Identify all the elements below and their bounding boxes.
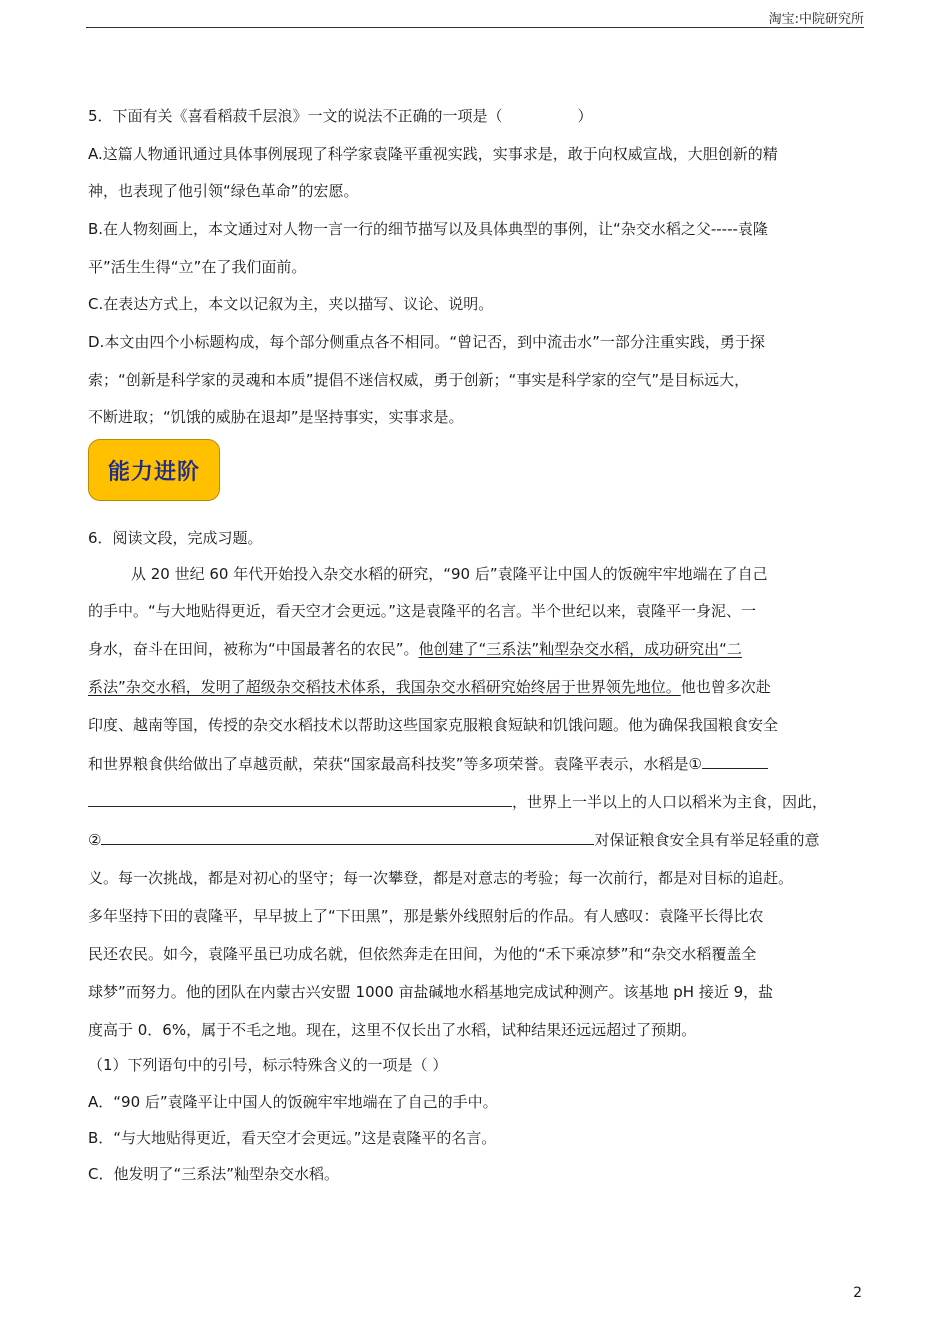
header-rule — [86, 27, 864, 28]
header-source: 淘宝:中院研究所 — [768, 12, 864, 27]
q6-passage-line: 印度、越南等国，传授的杂交水稻技术以帮助这些国家克服粮食短缺和饥饿问题。他为确保我国粮食安全 — [88, 716, 779, 734]
q5-option-d-line2: 索；“创新是科学家的灵魂和本质”提倡不迷信权威，勇于创新；“事实是科学家的空气”是目标远大， — [88, 371, 750, 389]
passage-text: 对保证粮食安全具有举足轻重的意 — [594, 831, 820, 849]
q6-passage-line: 的手中。“与大地贴得更近，看天空才会更远。”这是袁隆平的名言。半个世纪以来，袁隆平一身泥、一 — [88, 602, 757, 620]
q5-option-d-line1: D.本文由四个小标题构成，每个部分侧重点各不相同。“曾记否，到中流击水”一部分注重实践，勇于探 — [88, 333, 765, 351]
q5-option-c: C.在表达方式上，本文以记叙为主，夹以描写、议论、说明。 — [88, 295, 494, 313]
q6-passage-line — [88, 753, 878, 774]
passage-text: ，世界上一半以上的人口以稻米为主食，因此， — [512, 793, 828, 811]
passage-text: 和世界粮食供给做出了卓越贡献，荣获“国家最高科技奖”等多项荣誉。袁隆平表示，水稻是① — [88, 755, 702, 773]
answer-blank-1-continued[interactable] — [88, 791, 512, 807]
q6-passage-line: 民还农民。如今，袁隆平虽已功成名就，但依然奔走在田间，为他的“禾下乘凉梦”和“杂交水稻覆盖全 — [88, 945, 757, 963]
q5-option-b-line1: B.在人物刻画上，本文通过对人物一言一行的细节描写以及具体典型的事例，让“杂交水稻之父-----袁隆 — [88, 220, 768, 238]
passage-text: 他也曾多次赴 — [680, 678, 771, 696]
blank-marker: ② — [88, 831, 102, 849]
q6-passage-line: 球梦”而努力。他的团队在内蒙古兴安盟 1000 亩盐碱地水稻基地完成试种测产。该基地 pH 接近 9，盐 — [88, 983, 774, 1001]
q6-sub-question-1: （1）下列语句中的引号，标示特殊含义的一项是（ ） — [88, 1056, 448, 1074]
q6-passage-line: 多年坚持下田的袁隆平，早早披上了“下田黑”，那是紫外线照射后的作品。有人感叹：袁隆平长得比农 — [88, 907, 764, 925]
q6-passage-line: 义。每一次挑战，都是对初心的坚守；每一次攀登，都是对意志的考验；每一次前行，都是对目标的追赶。 — [88, 869, 794, 887]
passage-text: 身水，奋斗在田间，被称为“中国最著名的农民”。 — [88, 640, 419, 658]
q6-option-b: B．“与大地贴得更近，看天空才会更远。”这是袁隆平的名言。 — [88, 1129, 497, 1147]
q5-option-a-line1: A.这篇人物通讯通过具体事例展现了科学家袁隆平重视实践，实事求是，敢于向权威宣战，大胆创新的精 — [88, 145, 778, 163]
page-number: 2 — [853, 1285, 862, 1301]
underlined-sentence: 系法”杂交水稻，发明了超级杂交稻技术体系，我国杂交水稻研究始终居于世界领先地位。 — [88, 678, 681, 696]
q6-option-a: A．“90 后”袁隆平让中国人的饭碗牢牢地端在了自己的手中。 — [88, 1093, 498, 1111]
q5-option-a-line2: 神，也表现了他引领“绿色革命”的宏愿。 — [88, 182, 359, 200]
answer-blank-2[interactable] — [101, 829, 594, 845]
q6-passage-line — [88, 791, 878, 812]
answer-blank-1[interactable] — [702, 753, 768, 769]
q6-stem: 6．阅读文段，完成习题。 — [88, 529, 263, 547]
q5-option-d-line3: 不断进取；“饥饿的威胁在退却”是坚持事实，实事求是。 — [88, 408, 464, 426]
section-badge: 能力进阶 — [88, 439, 220, 501]
q6-passage-line — [88, 639, 878, 659]
q5-stem: 5．下面有关《喜看稻菽千层浪》一文的说法不正确的一项是（ ） — [88, 107, 593, 125]
q6-passage-line: 度高于 0．6%，属于不毛之地。现在，这里不仅长出了水稻，试种结果还远远超过了预期。 — [88, 1021, 697, 1039]
q6-passage-line — [88, 829, 878, 850]
underlined-sentence: 他创建了“三系法”籼型杂交水稻，成功研究出“二 — [418, 640, 742, 658]
q5-option-b-line2: 平”活生生得“立”在了我们面前。 — [88, 258, 307, 276]
q6-option-c: C．他发明了“三系法”籼型杂交水稻。 — [88, 1165, 340, 1183]
q6-passage-line: 从 20 世纪 60 年代开始投入杂交水稻的研究，“90 后”袁隆平让中国人的饭碗牢牢地端在了自己 — [131, 565, 768, 583]
q6-passage-line — [88, 677, 878, 697]
